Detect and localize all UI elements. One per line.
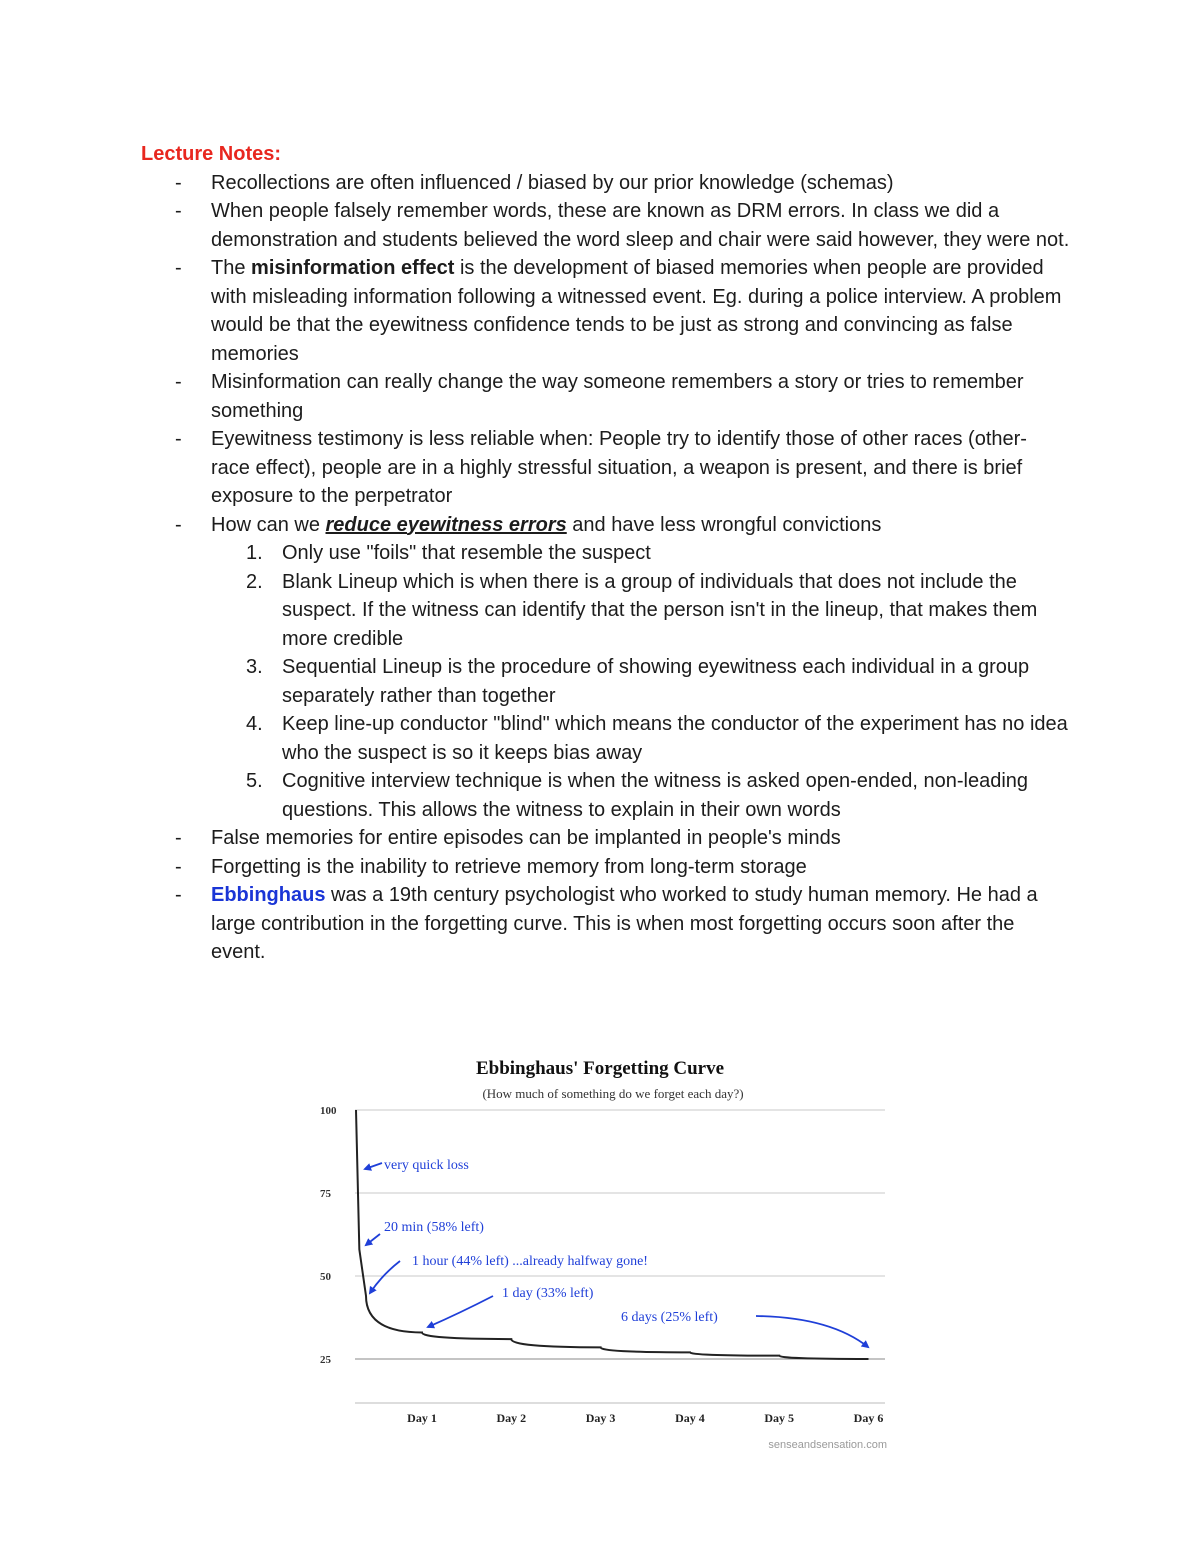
item-number: 5. xyxy=(246,770,263,792)
numbered-item xyxy=(246,767,1071,824)
list-item xyxy=(211,881,1071,967)
numbered-item xyxy=(246,653,1071,710)
bullet-text: When people falsely remember words, these are known as DRM errors. In class we did a demonstration and students believed the word sleep and chair were said however, they were not. xyxy=(211,200,1070,251)
forgetting-curve-figure xyxy=(300,1045,900,1465)
annotation-arrow xyxy=(428,1296,493,1327)
bullet-text: How can we xyxy=(211,513,326,536)
numbered-list xyxy=(211,539,1071,824)
notes-heading: Lecture Notes: xyxy=(141,143,282,165)
item-text: Only use "foils" that resemble the suspect xyxy=(282,542,651,564)
list-item xyxy=(211,511,1071,825)
annotation-arrow xyxy=(370,1261,400,1293)
bullet-text: Recollections are often influenced / biased by our prior knowledge (schemas) xyxy=(211,171,894,194)
bullet-text: False memories for entire episodes can be implanted in people's minds xyxy=(211,827,841,849)
chart-title: Ebbinghaus' Forgetting Curve xyxy=(475,1058,725,1079)
numbered-item xyxy=(246,710,1071,767)
misinformation-effect-term: misinformation effect xyxy=(251,257,455,279)
bullet-text: and have less wrongful convictions xyxy=(566,513,882,536)
source-credit: senseandsensation.com xyxy=(768,1439,887,1451)
annotation-6-days: 6 days (25% left) xyxy=(621,1310,718,1325)
notes-bullet-list xyxy=(141,169,1071,967)
y-tick-label: 100 xyxy=(320,1105,337,1117)
annotation-arrow xyxy=(366,1234,380,1245)
item-text: Keep line-up conductor "blind" which means the conductor of the experiment has no idea who the suspect is so it keeps bias away xyxy=(282,713,1068,764)
annotation-arrow xyxy=(756,1316,868,1347)
x-tick-label: Day 4 xyxy=(675,1411,705,1425)
x-tick-label: Day 5 xyxy=(764,1411,795,1425)
bullet-text: Eyewitness testimony is less reliable when: People try to identify those of other races (other- race effect), people are in a highly stressful situation, a weapon is present, and there is brief exposure to the perpetrator xyxy=(211,428,1027,507)
list-item xyxy=(211,169,1071,198)
annotation-20-min: 20 min (58% left) xyxy=(384,1220,484,1235)
forgetting-curve-chart xyxy=(300,1045,900,1465)
item-text: Cognitive interview technique is when the witness is asked open-ended, non-leading questions. This allows the witness to explain in their own words xyxy=(282,770,1029,821)
y-axis xyxy=(320,1105,337,1366)
lecture-notes xyxy=(141,140,1071,967)
list-item xyxy=(211,853,1071,882)
annotation-arrow xyxy=(365,1163,382,1169)
list-item xyxy=(211,425,1071,511)
item-number: 4. xyxy=(246,713,263,735)
x-tick-label: Day 6 xyxy=(853,1411,884,1425)
item-text: Blank Lineup which is when there is a group of individuals that does not include the suspect. If the witness can identify that the person isn't in the lineup, that makes them more credible xyxy=(282,570,1038,650)
item-number: 1. xyxy=(246,542,263,564)
y-tick-label: 25 xyxy=(320,1354,331,1366)
bullet-text: was a 19th century psychologist who worked to study human memory. He had a large contribution in the forgetting curve. This is when most forgetting occurs soon after the event. xyxy=(211,884,1038,963)
annotation-1-day: 1 day (33% left) xyxy=(502,1286,594,1301)
list-item xyxy=(211,254,1071,368)
x-axis xyxy=(355,1403,885,1425)
bullet-text: Forgetting is the inability to retrieve memory from long-term storage xyxy=(211,855,807,878)
item-text: Sequential Lineup is the procedure of showing eyewitness each individual in a group separately rather than together xyxy=(282,656,1030,707)
bullet-text: is the development of biased memories when people are provided with misleading information following a witnessed event. Eg. during a police interview. A problem would be that the eyewitness confidence tends to be just as strong and convincing as false memories xyxy=(211,257,1062,365)
x-tick-label: Day 1 xyxy=(407,1411,437,1425)
numbered-item xyxy=(246,539,1071,568)
annotation-1-hour: 1 hour (44% left) ...already halfway gone! xyxy=(412,1254,648,1269)
item-number: 3. xyxy=(246,656,263,678)
list-item xyxy=(211,824,1071,853)
list-item xyxy=(211,368,1071,425)
x-tick-label: Day 3 xyxy=(585,1411,616,1425)
numbered-item xyxy=(246,568,1071,654)
reduce-errors-term: reduce eyewitness errors xyxy=(325,513,567,536)
annotation-very-quick-loss: very quick loss xyxy=(384,1158,469,1173)
y-tick-label: 75 xyxy=(320,1188,331,1200)
chart-subtitle: (How much of something do we forget each day?) xyxy=(482,1086,744,1101)
item-number: 2. xyxy=(246,570,263,593)
bullet-text: Misinformation can really change the way someone remembers a story or tries to remember something xyxy=(211,371,1024,422)
x-tick-label: Day 2 xyxy=(496,1411,527,1425)
list-item xyxy=(211,197,1071,254)
y-tick-label: 50 xyxy=(320,1271,331,1283)
ebbinghaus-term: Ebbinghaus xyxy=(211,884,326,906)
bullet-text: The xyxy=(211,257,252,279)
